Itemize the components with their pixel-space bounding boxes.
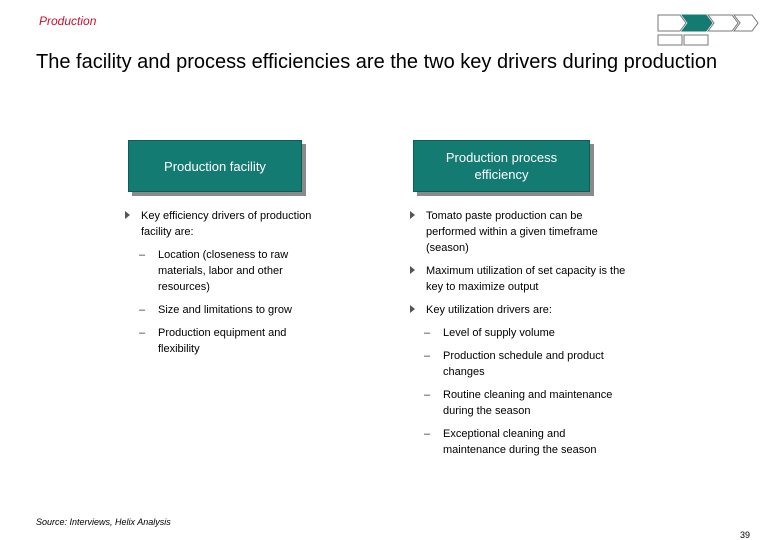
- list-item: – Level of supply volume: [424, 327, 555, 339]
- list-item: – Location (closeness to raw materials, labor and other resources): [139, 249, 289, 293]
- production-facility-box: [128, 140, 302, 192]
- triangle-bullet-icon: [410, 305, 415, 313]
- dash-marker: –: [424, 428, 431, 440]
- list-item: – Size and limitations to grow: [139, 304, 292, 316]
- dash-marker: –: [139, 249, 146, 261]
- dash-marker: –: [424, 350, 431, 362]
- list-item: Maximum utilization of set capacity is the key to maximize output: [407, 263, 627, 295]
- section-label: Production: [39, 14, 97, 28]
- list-item: Tomato paste production can be performed within a given timeframe (season): [407, 208, 627, 256]
- list-item: – Routine cleaning and maintenance during the season: [424, 389, 613, 417]
- triangle-bullet-icon: [410, 211, 415, 219]
- left-column: [122, 208, 322, 364]
- list-item: Key efficiency drivers of production facility are:: [122, 208, 322, 240]
- production-facility-heading: Production facility: [164, 158, 266, 174]
- source-note: Source: Interviews, Helix Analysis: [36, 517, 171, 527]
- list-item: – Production equipment and flexibility: [139, 327, 287, 355]
- right-column: [407, 208, 627, 465]
- triangle-bullet-icon: [125, 211, 130, 219]
- dash-marker: –: [139, 327, 146, 339]
- page-number: 39: [739, 530, 750, 540]
- list-item: Key utilization drivers are:: [407, 302, 627, 318]
- dash-marker: –: [139, 304, 146, 316]
- production-process-box: [413, 140, 590, 192]
- triangle-bullet-icon: [410, 266, 415, 274]
- list-item: – Production schedule and product changes: [424, 350, 604, 378]
- page-title: The facility and process efficiencies are the two key drivers during production: [36, 51, 718, 73]
- production-process-heading: Production process efficiency: [445, 150, 558, 182]
- process-chevrons-icon: [656, 13, 760, 49]
- dash-marker: –: [424, 389, 431, 401]
- dash-marker: –: [424, 327, 431, 339]
- list-item: – Exceptional cleaning and maintenance during the season: [424, 428, 597, 456]
